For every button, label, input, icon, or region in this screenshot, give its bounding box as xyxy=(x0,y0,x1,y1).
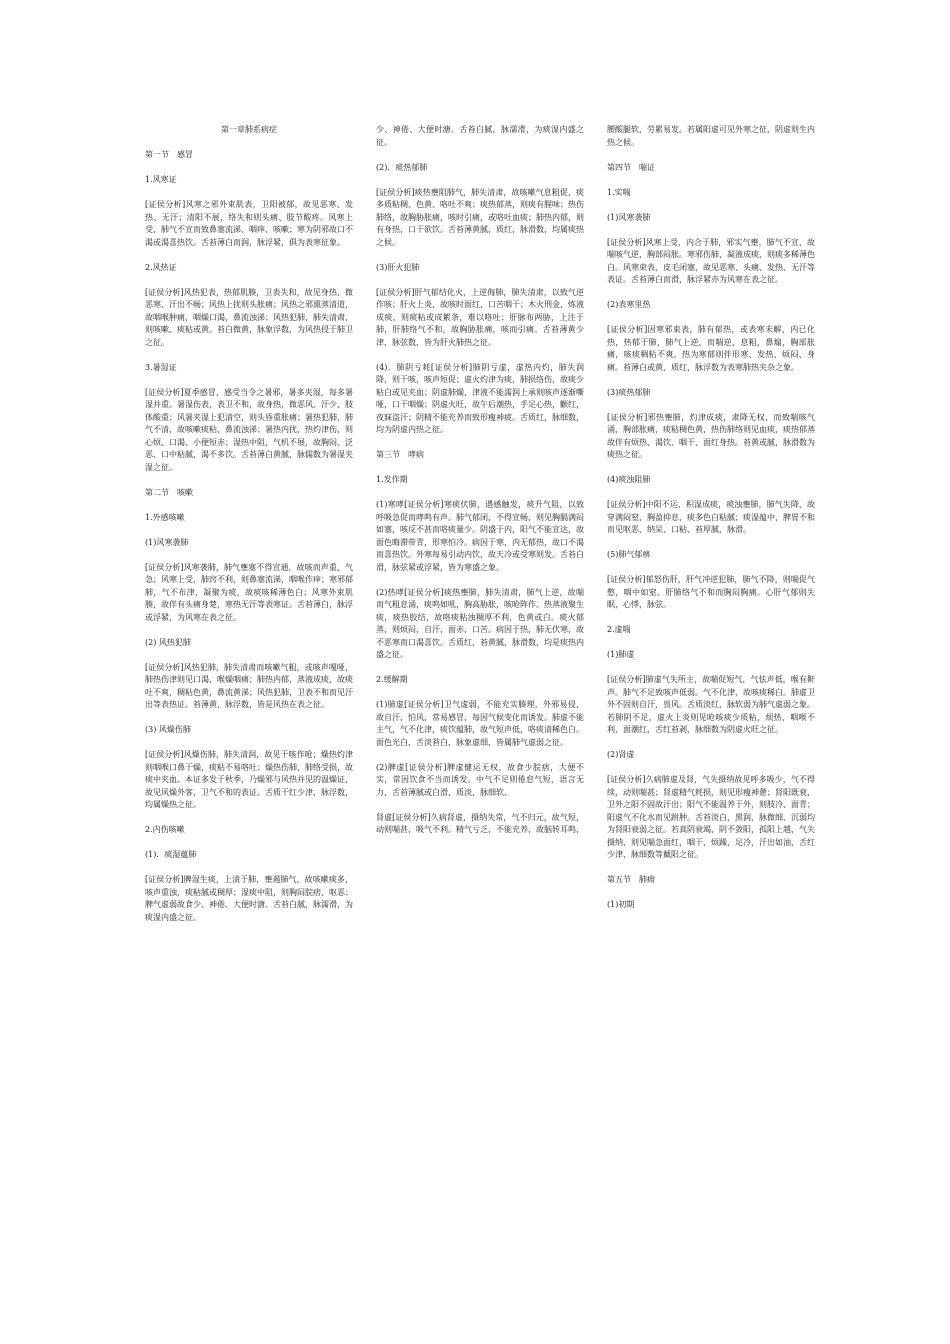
paragraph: [证侯分析]风热犯肺，肺失清肃而咳嗽气粗，或咳声嘎哑，肺热伤津则见口渴，喉燥咽痛；肺热内郁，蒸液成痰，故痰吐不爽，稠粘色黄，鼻流黄涕；风热犯肺，卫表不和而见汗出等表热证。苔薄黄，脉浮数，皆是风热在表之征。 xyxy=(145,662,353,709)
paragraph: 2.缓解期 xyxy=(376,675,408,684)
paragraph: [证侯分析]久病肺虚及肾，气失摄纳故见呼多吸少，气不得续，动则喘甚；肾虚精气耗损，则见形瘦神惫；肾阳既衰，卫外之阳不固故汗出；阳气不能温养于外，则肢冷、面青；阳虚气不化水而见跗肿。舌苔淡白，黑润，脉微细、沉弱均为肾阳衰弱之征。若真阴衰竭，阴不敛阳，孤阳上越，气失摄纳，则见喘急面红，咽干，烦躁，足冷，汗出如油，舌红少津，脉细数等戴阳之征。 xyxy=(607,775,815,859)
text-column-middle xyxy=(376,124,584,849)
paragraph: [证侯分析]邪热壅肺，灼津成痰，肃降无权，而致喘咳气涌，胸部胀痛，痰粘稠色黄，热伤肺络则见血痰，痰热郁蒸故伴有烦热、渴饮、咽干、面红身热。苔黄或腻，脉滑数为痰热之征。 xyxy=(607,412,815,459)
paragraph: 第三节 哮病 xyxy=(376,450,424,459)
paragraph: (4)．肺阴亏耗[证侯分析]肺阴亏虚，虚热内灼，肺失润降，则干咳，咳声短促；虚火灼津为痰，肺损络伤，故痰少粘白或见夹血；阴虚肺燥，津液不能濡润上承则咳声逐渐嘶哑，口干咽燥；阴虚火旺，故午后潮热，手足心热，颧红，夜寐盗汗；阴精不能充养而致形瘦神疲。舌质红，脉细数，均为阴虚内热之征。 xyxy=(376,362,584,434)
paragraph: (2) 风热犯肺 xyxy=(145,637,191,647)
paragraph: (2)表寒里热 xyxy=(607,300,651,309)
paragraph: 3.暑湿证 xyxy=(145,362,177,372)
paragraph: 第四节 喘证 xyxy=(607,162,655,172)
paragraph: [证侯分析]痰热壅阻肺气，肺失清肃，故咳嗽气息粗促，痰多质粘稠、色黄、咯吐不爽；痰热郁蒸，则痰有腥味；热伤肺络，故胸胁胀痛，咳时引痛，或咯吐血痰；肺热内郁，则有身热，口干欲饮。舌苔薄黄腻，质红，脉滑数，均属痰热之候。 xyxy=(376,187,584,247)
paragraph: [证侯分析]风燥伤肺，肺失清润，故见干咳作呛；燥热灼津则咽喉口鼻干燥，痰粘不易咯吐；燥热伤肺，肺络受损，故痰中夹血。本证多发于秋季，乃燥邪与风热并见的温燥证，故见风燥外客，卫气不和的表证。舌质干红少津，脉浮数，均属燥热之征。 xyxy=(145,750,353,809)
text-column-right xyxy=(607,124,815,924)
paragraph: (1)．痰湿蕴肺 xyxy=(145,850,197,859)
text-column-left xyxy=(145,124,353,937)
paragraph: [证侯分析]夏季感冒，感受当令之暑邪，暑多夹湿，每多暑湿并重。暑湿伤表，表卫不和，故身热，微恶风、汗少、肢体酸重；风暑夹湿上犯清空，则头昏重胀痛；暑热犯肺，肺气不清，故咳嗽痰粘，鼻流浊涕；暑热内扰，热灼津伤，则心烦、口渴、小便短赤；湿热中阻，气机不展，故胸闷、泛恶、口中粘腻，渴不多饮。舌苔薄白黄腻，脉儒数为暑湿夹湿之征。 xyxy=(145,387,353,472)
paragraph: [证侯分析]郁怒伤肝，肝气冲逆犯肺，肺气不降，则喘促气憋，咽中如窒。肝肺络气不和而胸闷胸痛。心肝气郁则失眠，心悸，脉弦。 xyxy=(607,575,815,609)
paragraph: (1)肺虚 xyxy=(607,650,635,659)
paragraph: (2)热哮[证侯分析]痰热壅肺，肺失清肃，肺气上逆，故喘而气粗息涌，痰鸣如吼，胸高胁胀，咳呛阵作。热蒸液聚生痰，痰热胶结，故咯痰粘浊稠厚不利，色黄或白。痰火郁蒸，则烦闷，自汗，面赤，口苦。病因于热，肺无伏寒，故不恶寒而口渴喜饮。舌质红，苔黄腻，脉滑数，均是痰热内盛之征。 xyxy=(376,587,584,659)
paragraph: 肾虚[证侯分析]久病肾虚，摄纳失常，气不归元，故气短，动则喘甚，吸气不利。精气亏乏，不能充养，故脑转耳鸣， xyxy=(376,812,584,834)
paragraph: [证侯分析]风寒上受，内合于肺，邪实气壅，肺气不宣，故喘咳气逆，胸部闷胀。寒邪伤肺，凝液成痰，则痰多稀薄色白。风寒束表，皮毛闭塞，故见恶寒、头痛、发热、无汗等表证。舌苔薄白而滑，脉浮紧亦为风寒在表之征。 xyxy=(607,237,815,284)
paragraph: (1)初期 xyxy=(607,900,635,909)
paragraph: (4)痰浊阻肺 xyxy=(607,475,651,484)
paragraph: 2.虚喘 xyxy=(607,625,631,634)
paragraph: (1)风寒袭肺 xyxy=(145,537,189,547)
paragraph: (1)寒哮[证侯分析]寒痰伏肺，遇感触发，痰升气阻，以致呼吸急促而哮鸣有声。肺气郁闭，不得宣畅，则见胸膈满闷如塞，咳反不甚而咯痰量少。阴盛于内，阳气不能宣达，故面色晦滞带青，形寒怕冷。病因于寒，内无郁热，故口不渴而喜热饮。外寒每易引动内饮，故天冷或受寒则发。舌苔白滑，脉弦紧或浮紧，皆为寒盛之象。 xyxy=(376,500,584,572)
paragraph: [证侯分析]肺虚气失所主，故喘促短气，气怯声低，喉有鼾声。肺气不足致咳声低弱。气不化津，故咳痰稀白。肺虚卫外不固则自汗，畏风。舌质淡红，脉软弱为肺气虚弱之象。若肺阴不足，虚火上炎则见呛咳痰少质粘，烦热，咽喉不利，面潮红，舌红苔剥，脉细数为阴虚火旺之征。 xyxy=(607,675,815,734)
paragraph: 1.风寒证 xyxy=(145,175,177,184)
paragraph: (5)肺气郁痹 xyxy=(607,550,651,559)
paragraph: [证侯分析]因寒邪束表，肺有郁热，或表寒未解，内已化热，热郁于肺，肺气上逆，而喘逆，息粗，鼻煽，胸部胀痛，咳痰稠粘不爽，热为寒郁则伴形寒、发热、烦闷、身痛。苔薄白或黄，质红，脉浮数为表寒肺热夹杂之象。 xyxy=(607,325,815,372)
paragraph: [证侯分析]风寒之邪外束肌表，卫阳被郁，故见恶寒、发热、无汗；清阳不展，络失和则头痛、肢节酸疼。风寒上受，肺气不宣而致鼻塞流涕、咽痒、咳嗽；寒为阴邪故口不渴或渴喜热饮。舌苔薄白而润，脉浮紧，俱为表寒征象。 xyxy=(145,200,353,247)
paragraph: 第一节 感冒 xyxy=(145,150,193,159)
paragraph: 1.实喘 xyxy=(607,187,631,197)
paragraph: 1.外感咳嗽 xyxy=(145,512,185,522)
paragraph: (1)肺虚[证侯分析]卫气虚弱，不能充实腠理，外邪易侵，故自汗，怕风，常易感冒，每因气候变化而诱发。肺虚不能主气，气不化津，痰饮蕴肺，故气短声低，咯痰清稀色白。面色光白，舌淡苔白，脉象虚细，皆属肺气虚弱之征。 xyxy=(376,700,584,747)
chapter-title: 第一章肺系病症 xyxy=(221,125,277,134)
paragraph: 2.风热证 xyxy=(145,262,177,272)
paragraph: (3) 风燥伤肺 xyxy=(145,725,191,734)
paragraph: [证侯分析]脾湿生痰，上渍于肺，壅遏肺气，故咳嗽痰多，咳声重浊，痰粘腻或稠厚；湿痰中阻，则胸闷脘痞、呕恶；脾气虚弱故食少、神倦、大便时溏。舌苔白腻，脉濡滑，为痰湿内盛之征。 xyxy=(145,875,353,922)
paragraph: [证侯分析]肝气郁结化火，上逆侮肺，肺失清肃，以致气逆作咳；肝火上炎，故咳时面红，口苦咽干；木火刑金，炼液成痰，则痰粘或成絮条，难以咯吐；肝脉布两胁，上注于肺，肝肺络气不和，故胸胁胀痛，咳而引痛。舌苔薄黄少津，脉弦数，皆为肝火肺热之征。 xyxy=(376,287,584,347)
paragraph: 腰酸腿软，劳累易发。若属阳虚可见外寒之征，阴虚则生内热之候。 xyxy=(607,125,815,147)
paragraph: 第五节 肺痈 xyxy=(607,875,655,884)
paragraph: 第二节 咳嗽 xyxy=(145,487,193,497)
paragraph: [证侯分析]风寒袭肺，肺气壅塞不得宣通，故咳而声重、气急；风寒上受，肺窍不利，则鼻塞流涕，咽喉作痒；寒邪郁肺，气不布津，凝聚为痰，故痰咳稀薄色白；风寒外束肌腠，故伴有头痛身楚，寒热无汗等表寒证。舌苔薄白，脉浮或浮紧，为风寒在表之征。 xyxy=(145,562,353,622)
paragraph: (2)脾虚[证侯分析]脾虚健运无权，故食少脘痞，大便不实，常因饮食不当而诱发。中气不足则倦怠气短，语言无力，舌苔薄腻或白滑，质淡，脉细软。 xyxy=(376,762,584,797)
paragraph: (1)风寒袭肺 xyxy=(607,212,651,222)
paragraph: (2)肾虚 xyxy=(607,750,635,759)
paragraph: 少、神倦、大便时溏。舌苔白腻，脉濡滑，为痰湿内盛之征。 xyxy=(376,125,584,147)
paragraph: [证侯分析]风热犯表，热郁肌腠，卫表失和，故见身热、微恶寒、汗出不畅；风热上扰则头胀痛；风热之邪熏蒸清道，故咽喉肿痛，咽燥口渴，鼻流浊涕；风热犯肺，肺失清肃，则咳嗽、痰粘或黄。苔白微黄，脉象浮数，为风热侵于肺卫之征。 xyxy=(145,287,353,347)
paragraph: [证侯分析]中阳不运，积湿成痰，痰浊壅肺，肺气失降，故穿满闷窒，胸盈抑息，痰多色白粘腻；痰湿蕴中，脾胃不和而见呕恶、纳呆、口粘、苔厚腻，脉滑。 xyxy=(607,500,815,534)
paragraph: (2)．痰热郁肺 xyxy=(376,162,428,172)
paragraph: (3)肝火犯肺 xyxy=(376,262,420,272)
paragraph: (3)痰热郁肺 xyxy=(607,387,651,397)
paragraph: 1.发作期 xyxy=(376,475,408,484)
paragraph: 2.内伤咳嗽 xyxy=(145,825,185,834)
